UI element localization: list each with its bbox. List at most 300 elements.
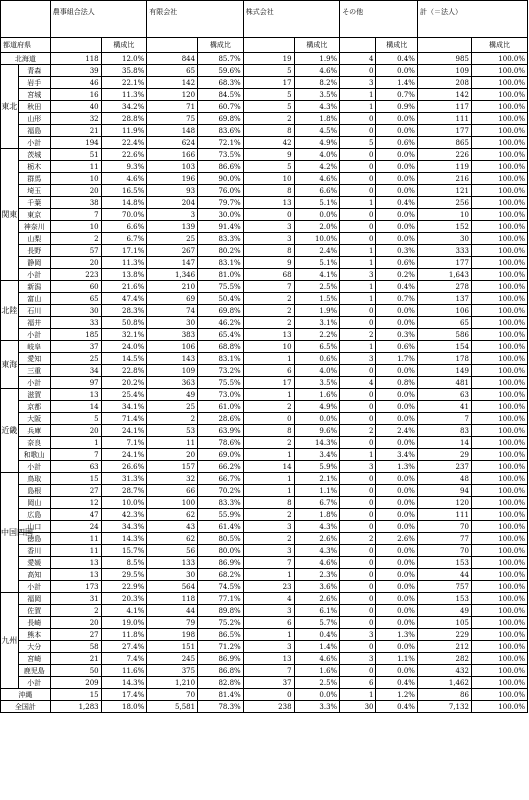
ratio-cell: 68.2% [198, 569, 244, 581]
count-cell: 8 [243, 185, 294, 197]
ratio-cell: 100.0% [471, 281, 527, 293]
count-cell: 11 [50, 533, 101, 545]
ratio-cell: 100.0% [471, 209, 527, 221]
count-cell: 3 [340, 629, 376, 641]
count-cell: 17 [243, 77, 294, 89]
count-cell: 27 [50, 629, 101, 641]
count-cell: 1 [340, 449, 376, 461]
count-cell: 0 [340, 641, 376, 653]
ratio-cell: 4.3% [294, 521, 340, 533]
ratio-cell: 1.5% [294, 293, 340, 305]
ratio-cell: 1.1% [376, 653, 417, 665]
count-cell: 0 [340, 473, 376, 485]
count-cell: 8 [243, 497, 294, 509]
count-cell: 7 [50, 449, 101, 461]
header-ratio: 構成比 [101, 38, 147, 53]
ratio-cell: 0.6% [376, 341, 417, 353]
ratio-cell: 100.0% [471, 365, 527, 377]
count-cell: 0 [340, 605, 376, 617]
count-cell: 5,581 [147, 701, 198, 713]
ratio-cell: 0.0% [376, 209, 417, 221]
ratio-cell: 0.0% [376, 509, 417, 521]
ratio-cell: 100.0% [471, 389, 527, 401]
ratio-cell: 24.1% [101, 425, 147, 437]
ratio-cell: 0.0% [376, 125, 417, 137]
count-cell: 66 [147, 485, 198, 497]
count-cell: 65 [147, 65, 198, 77]
count-cell: 12 [50, 497, 101, 509]
ratio-cell: 100.0% [471, 137, 527, 149]
count-cell: 15 [50, 689, 101, 701]
ratio-cell: 100.0% [471, 509, 527, 521]
count-cell: 0 [340, 233, 376, 245]
prefecture-name: 鹿児島 [18, 665, 50, 677]
header-prefecture: 都道府県 [1, 38, 51, 53]
ratio-cell: 28.3% [101, 305, 147, 317]
count-cell: 3 [243, 605, 294, 617]
prefecture-name: 長野 [18, 245, 50, 257]
ratio-cell: 79.7% [198, 197, 244, 209]
table-row [1, 353, 528, 365]
ratio-cell: 100.0% [471, 341, 527, 353]
ratio-cell: 2.4% [376, 425, 417, 437]
table-row [1, 197, 528, 209]
prefecture-name: 福島 [18, 125, 50, 137]
ratio-cell: 18.0% [101, 701, 147, 713]
header-col4: その他 [340, 1, 418, 38]
count-cell: 1 [340, 101, 376, 113]
count-cell: 40 [50, 101, 101, 113]
subtotal-row [1, 677, 528, 689]
count-cell: 0 [340, 665, 376, 677]
count-cell: 62 [147, 533, 198, 545]
ratio-cell: 1.4% [294, 641, 340, 653]
ratio-cell: 1.7% [376, 353, 417, 365]
ratio-cell: 14.3% [294, 437, 340, 449]
count-cell: 1 [340, 341, 376, 353]
count-cell: 177 [417, 125, 471, 137]
ratio-cell: 5.7% [294, 617, 340, 629]
ratio-cell: 74.5% [198, 581, 244, 593]
count-cell: 86 [417, 689, 471, 701]
count-cell: 100 [147, 497, 198, 509]
ratio-cell: 0.0% [376, 581, 417, 593]
count-cell: 63 [417, 389, 471, 401]
count-cell: 65 [50, 293, 101, 305]
count-cell: 212 [417, 641, 471, 653]
count-cell: 11 [50, 545, 101, 557]
region-label: 北陸 [1, 281, 19, 341]
count-cell: 30 [147, 569, 198, 581]
ratio-cell: 100.0% [471, 497, 527, 509]
ratio-cell: 0.6% [294, 353, 340, 365]
prefecture-name: 滋賀 [18, 389, 50, 401]
count-cell: 6 [340, 677, 376, 689]
count-cell: 49 [417, 605, 471, 617]
ratio-cell: 66.7% [198, 473, 244, 485]
ratio-cell: 83.6% [198, 125, 244, 137]
count-cell: 118 [147, 593, 198, 605]
ratio-cell: 6.6% [294, 185, 340, 197]
count-cell: 0 [340, 365, 376, 377]
count-cell: 9 [243, 149, 294, 161]
table-row [1, 509, 528, 521]
count-cell: 93 [147, 185, 198, 197]
count-cell: 70 [417, 521, 471, 533]
table-row [1, 629, 528, 641]
ratio-cell: 100.0% [471, 677, 527, 689]
count-cell: 21 [50, 653, 101, 665]
count-cell: 333 [417, 245, 471, 257]
count-cell: 208 [417, 77, 471, 89]
table-row [1, 365, 528, 377]
ratio-cell: 86.8% [198, 665, 244, 677]
ratio-cell: 0.0% [376, 665, 417, 677]
count-cell: 3 [243, 641, 294, 653]
count-cell: 3 [340, 653, 376, 665]
count-cell: 8 [243, 125, 294, 137]
count-cell: 105 [417, 617, 471, 629]
ratio-cell: 90.0% [198, 173, 244, 185]
ratio-cell: 100.0% [471, 377, 527, 389]
ratio-cell: 72.1% [198, 137, 244, 149]
ratio-cell: 0.0% [376, 233, 417, 245]
prefecture-name: 宮崎 [18, 653, 50, 665]
ratio-cell: 3.5% [294, 89, 340, 101]
ratio-cell: 0.4% [376, 701, 417, 713]
table-row [1, 689, 528, 701]
ratio-cell: 2.6% [376, 533, 417, 545]
table-row [1, 101, 528, 113]
ratio-cell: 22.9% [101, 581, 147, 593]
ratio-cell: 15.7% [101, 545, 147, 557]
ratio-cell: 31.3% [101, 473, 147, 485]
prefecture-name: 千葉 [18, 197, 50, 209]
ratio-cell: 34.3% [101, 521, 147, 533]
count-cell: 151 [147, 641, 198, 653]
ratio-cell: 4.6% [294, 173, 340, 185]
ratio-cell: 73.2% [198, 365, 244, 377]
table-row [1, 701, 528, 713]
table-row [1, 569, 528, 581]
count-cell: 118 [50, 53, 101, 65]
count-cell: 3 [243, 521, 294, 533]
count-cell: 2 [340, 329, 376, 341]
table-row [1, 521, 528, 533]
ratio-cell: 100.0% [471, 353, 527, 365]
count-cell: 0 [243, 209, 294, 221]
ratio-cell: 86.5% [198, 629, 244, 641]
ratio-cell: 34.1% [101, 401, 147, 413]
ratio-cell: 0.7% [376, 89, 417, 101]
ratio-cell: 1.6% [294, 389, 340, 401]
table-row [1, 389, 528, 401]
prefecture-name: 沖縄 [1, 689, 51, 701]
table-row [1, 533, 528, 545]
ratio-cell: 100.0% [471, 425, 527, 437]
prefecture-name: 神奈川 [18, 221, 50, 233]
count-cell: 44 [147, 605, 198, 617]
ratio-cell: 0.0% [376, 617, 417, 629]
count-cell: 7 [243, 281, 294, 293]
count-cell: 79 [147, 617, 198, 629]
count-cell: 14 [50, 401, 101, 413]
ratio-cell: 4.1% [294, 269, 340, 281]
table-row [1, 593, 528, 605]
ratio-cell: 2.0% [294, 221, 340, 233]
count-cell: 0 [340, 437, 376, 449]
count-cell: 30 [340, 701, 376, 713]
ratio-cell: 60.7% [198, 101, 244, 113]
ratio-cell: 100.0% [471, 485, 527, 497]
prefecture-name: 三重 [18, 365, 50, 377]
ratio-cell: 100.0% [471, 245, 527, 257]
count-cell: 157 [147, 461, 198, 473]
ratio-cell: 0.0% [376, 185, 417, 197]
count-cell: 0 [340, 581, 376, 593]
ratio-cell: 4.3% [294, 101, 340, 113]
region-label: 関東 [1, 149, 19, 281]
subtotal-row [1, 461, 528, 473]
ratio-cell: 19.0% [101, 617, 147, 629]
count-cell: 7 [50, 209, 101, 221]
ratio-cell: 0.0% [294, 413, 340, 425]
ratio-cell: 50.4% [198, 293, 244, 305]
ratio-cell: 5.1% [294, 257, 340, 269]
ratio-cell: 100.0% [471, 77, 527, 89]
count-cell: 142 [147, 77, 198, 89]
ratio-cell: 2.5% [294, 281, 340, 293]
count-cell: 48 [417, 473, 471, 485]
prefecture-name: 熊本 [18, 629, 50, 641]
table-row [1, 617, 528, 629]
ratio-cell: 81.4% [198, 689, 244, 701]
count-cell: 13 [50, 389, 101, 401]
count-cell: 63 [50, 461, 101, 473]
prefecture-name: 兵庫 [18, 425, 50, 437]
count-cell: 120 [417, 497, 471, 509]
header-ratio: 構成比 [294, 38, 340, 53]
count-cell: 0 [340, 569, 376, 581]
count-cell: 8 [243, 425, 294, 437]
ratio-cell: 2.6% [294, 533, 340, 545]
count-cell: 4 [340, 53, 376, 65]
ratio-cell: 0.6% [376, 257, 417, 269]
count-cell: 226 [417, 149, 471, 161]
prefecture-name: 山梨 [18, 233, 50, 245]
count-cell: 152 [417, 221, 471, 233]
subtotal-label: 小計 [18, 461, 50, 473]
count-cell: 29 [417, 449, 471, 461]
count-cell: 37 [50, 341, 101, 353]
prefecture-name: 岩手 [18, 77, 50, 89]
ratio-cell: 100.0% [471, 113, 527, 125]
ratio-cell: 4.6% [294, 557, 340, 569]
table-row [1, 89, 528, 101]
ratio-cell: 4.6% [294, 65, 340, 77]
ratio-cell: 11.8% [101, 629, 147, 641]
table-row [1, 545, 528, 557]
ratio-cell: 0.0% [376, 557, 417, 569]
count-cell: 117 [417, 101, 471, 113]
count-cell: 153 [417, 593, 471, 605]
count-cell: 757 [417, 581, 471, 593]
count-cell: 0 [340, 65, 376, 77]
ratio-cell: 5.9% [294, 461, 340, 473]
ratio-cell: 4.6% [294, 653, 340, 665]
count-cell: 7 [243, 665, 294, 677]
count-cell: 20 [50, 617, 101, 629]
prefecture-name: 佐賀 [18, 605, 50, 617]
prefecture-name: 愛知 [18, 353, 50, 365]
prefecture-name: 静岡 [18, 257, 50, 269]
ratio-cell: 0.4% [376, 677, 417, 689]
ratio-cell: 100.0% [471, 329, 527, 341]
ratio-cell: 4.9% [294, 137, 340, 149]
count-cell: 1 [50, 437, 101, 449]
count-cell: 77 [417, 533, 471, 545]
count-cell: 0 [340, 497, 376, 509]
count-cell: 30 [50, 305, 101, 317]
ratio-cell: 100.0% [471, 269, 527, 281]
count-cell: 3 [340, 353, 376, 365]
count-cell: 2 [243, 317, 294, 329]
subtotal-label: 小計 [18, 377, 50, 389]
count-cell: 74 [147, 305, 198, 317]
count-cell: 564 [147, 581, 198, 593]
subtotal-label: 小計 [18, 329, 50, 341]
ratio-cell: 1.3% [376, 629, 417, 641]
count-cell: 143 [147, 353, 198, 365]
ratio-cell: 55.9% [198, 509, 244, 521]
ratio-cell: 71.4% [101, 413, 147, 425]
count-cell: 2 [340, 533, 376, 545]
count-cell: 0 [340, 509, 376, 521]
ratio-cell: 0.9% [376, 101, 417, 113]
ratio-cell: 77.1% [198, 593, 244, 605]
ratio-cell: 0.2% [376, 269, 417, 281]
table-row [1, 113, 528, 125]
table-row [1, 413, 528, 425]
ratio-cell: 42.3% [101, 509, 147, 521]
count-cell: 0 [340, 617, 376, 629]
ratio-cell: 6.7% [294, 497, 340, 509]
count-cell: 25 [147, 233, 198, 245]
ratio-cell: 71.2% [198, 641, 244, 653]
count-cell: 7 [417, 413, 471, 425]
table-row [1, 53, 528, 65]
count-cell: 153 [417, 557, 471, 569]
ratio-cell: 73.0% [198, 389, 244, 401]
ratio-cell: 1.8% [294, 509, 340, 521]
count-cell: 10 [50, 221, 101, 233]
subtotal-row [1, 269, 528, 281]
header-blank [147, 38, 198, 53]
table-row [1, 605, 528, 617]
count-cell: 5 [243, 161, 294, 173]
count-cell: 5 [50, 413, 101, 425]
subtotal-label: 小計 [18, 137, 50, 149]
count-cell: 46 [50, 77, 101, 89]
prefecture-name: 奈良 [18, 437, 50, 449]
ratio-cell: 0.0% [376, 473, 417, 485]
ratio-cell: 0.4% [376, 53, 417, 65]
count-cell: 139 [147, 221, 198, 233]
ratio-cell: 0.0% [376, 437, 417, 449]
count-cell: 194 [50, 137, 101, 149]
ratio-cell: 35.8% [101, 65, 147, 77]
ratio-cell: 69.8% [198, 305, 244, 317]
ratio-cell: 86.6% [198, 161, 244, 173]
ratio-cell: 100.0% [471, 449, 527, 461]
count-cell: 13 [243, 329, 294, 341]
count-cell: 198 [147, 629, 198, 641]
ratio-cell: 9.6% [294, 425, 340, 437]
prefecture-name: 徳島 [18, 533, 50, 545]
ratio-cell: 22.6% [101, 149, 147, 161]
ratio-cell: 100.0% [471, 233, 527, 245]
count-cell: 30 [147, 317, 198, 329]
count-cell: 25 [147, 401, 198, 413]
ratio-cell: 81.0% [198, 269, 244, 281]
count-cell: 9 [243, 257, 294, 269]
ratio-cell: 0.0% [376, 305, 417, 317]
count-cell: 24 [50, 521, 101, 533]
ratio-cell: 22.8% [101, 365, 147, 377]
count-cell: 2 [243, 401, 294, 413]
count-cell: 2 [243, 533, 294, 545]
ratio-cell: 29.5% [101, 569, 147, 581]
count-cell: 83 [417, 425, 471, 437]
count-cell: 20 [50, 185, 101, 197]
header-ratio: 構成比 [376, 38, 417, 53]
count-cell: 1 [340, 689, 376, 701]
ratio-cell: 21.6% [101, 281, 147, 293]
prefecture-name: 島根 [18, 485, 50, 497]
count-cell: 209 [50, 677, 101, 689]
count-cell: 2 [243, 293, 294, 305]
count-cell: 47 [50, 509, 101, 521]
ratio-cell: 1.3% [376, 461, 417, 473]
region-label: 東北 [1, 65, 19, 149]
ratio-cell: 100.0% [471, 257, 527, 269]
ratio-cell: 84.5% [198, 89, 244, 101]
header-blank [340, 38, 376, 53]
count-cell: 245 [147, 653, 198, 665]
ratio-cell: 47.4% [101, 293, 147, 305]
ratio-cell: 69.0% [198, 449, 244, 461]
ratio-cell: 5.1% [294, 197, 340, 209]
count-cell: 133 [147, 557, 198, 569]
ratio-cell: 10.0% [101, 497, 147, 509]
ratio-cell: 14.3% [101, 677, 147, 689]
subtotal-row [1, 329, 528, 341]
ratio-cell: 0.0% [294, 689, 340, 701]
count-cell: 0 [340, 593, 376, 605]
count-cell: 223 [50, 269, 101, 281]
count-cell: 1 [340, 281, 376, 293]
count-cell: 0 [340, 545, 376, 557]
table-row [1, 497, 528, 509]
ratio-cell: 0.4% [376, 281, 417, 293]
prefecture-name: 山形 [18, 113, 50, 125]
count-cell: 1 [243, 473, 294, 485]
ratio-cell: 6.6% [101, 221, 147, 233]
count-cell: 432 [417, 665, 471, 677]
table-row [1, 665, 528, 677]
table-row [1, 149, 528, 161]
ratio-cell: 14.5% [101, 353, 147, 365]
